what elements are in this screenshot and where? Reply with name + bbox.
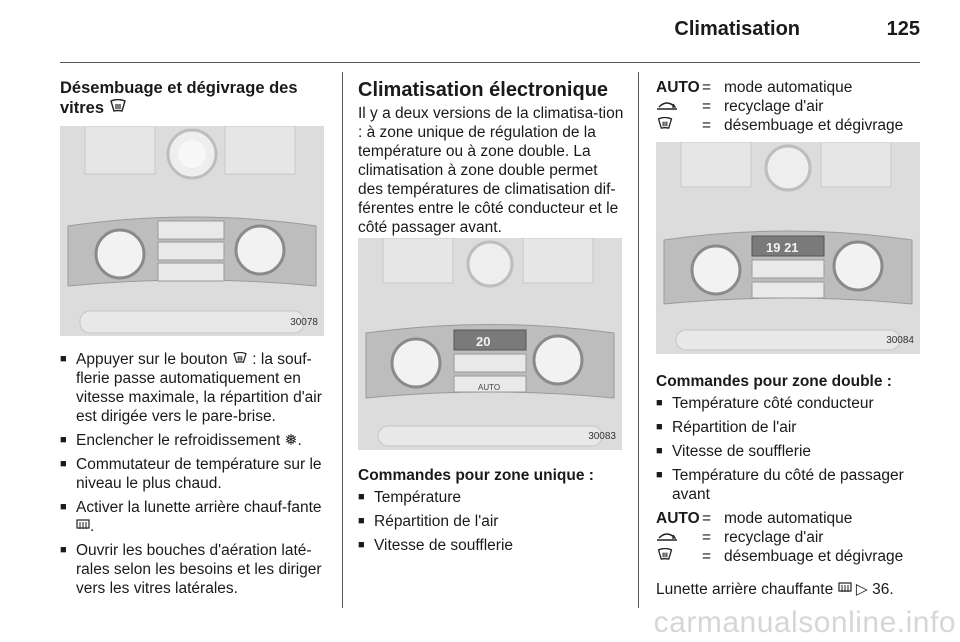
- photo-code: 30084: [886, 335, 914, 346]
- column-divider: [638, 72, 639, 608]
- page-ref-arrow-icon: ▷: [855, 581, 868, 598]
- list-item: ■ Activer la lunette arrière chauf-fante .: [60, 498, 328, 536]
- column-divider: [342, 72, 343, 608]
- dual-zone-panel-photo: [656, 142, 920, 354]
- single-zone-controls: [358, 466, 624, 560]
- list-item: ■ Enclencher le refroidissement ❅.: [60, 431, 328, 450]
- button-legend-top: [656, 78, 903, 135]
- legend-row: = désembuage et dégivrage: [656, 547, 903, 566]
- column-electronic: [358, 78, 624, 554]
- list-item: ■ Répartition de l'air: [358, 512, 624, 531]
- section-heading: Climatisation électronique: [358, 79, 609, 101]
- air-recirculation-icon: [656, 530, 678, 542]
- subheading: Commandes pour zone double :: [656, 373, 892, 390]
- section-heading: Désembuage et dégivrage des vitres: [60, 79, 298, 117]
- windscreen-defrost-icon: [232, 352, 248, 364]
- button-legend-bottom: [656, 509, 903, 566]
- list-item: ■ Température: [358, 488, 624, 507]
- legend-row: = désembuage et dégivrage: [656, 116, 903, 135]
- list-item: ■ Température côté conducteur: [656, 394, 922, 413]
- list-item: ■ Appuyer sur le bouton : la souf-flerie passe automatiquement en vitesse maximale, la répartition d'air est dirigée vers le pare-brise.: [60, 350, 328, 426]
- legend-row: = recyclage d'air: [656, 528, 903, 547]
- snowflake-icon: ❅: [284, 432, 298, 449]
- single-zone-list: [358, 488, 624, 555]
- page-number: 125: [886, 18, 920, 40]
- photo-code: 30078: [290, 317, 318, 328]
- list-item: ■ Vitesse de soufflerie: [358, 536, 624, 555]
- windscreen-defrost-icon: [109, 99, 127, 113]
- column-defrost: [60, 78, 326, 597]
- subheading: Commandes pour zone unique :: [358, 467, 594, 484]
- list-item: ■ Répartition de l'air: [656, 418, 922, 437]
- windscreen-defrost-icon: [656, 117, 674, 130]
- legend-row: AUTO = mode automatique: [656, 510, 853, 527]
- defrost-steps: [60, 350, 328, 603]
- intro-paragraph: Il y a deux versions de la climatisa-tion : à zone unique de régulation de la température ou à zone double. La climatisation à zone double permet des températures de climatisation dif-férentes entre le côté conducteur et le côté passager avant.: [358, 105, 624, 236]
- defrost-panel-photo: [60, 126, 324, 336]
- legend-row: AUTO = mode automatique: [656, 79, 853, 96]
- windscreen-defrost-icon: [656, 548, 674, 561]
- air-recirculation-icon: [656, 99, 678, 111]
- single-zone-panel-photo: [358, 238, 622, 450]
- rear-window-heating-icon: [76, 519, 90, 531]
- auto-button-label: AUTO: [478, 383, 501, 392]
- temperature-display: 19 21: [766, 240, 799, 255]
- dual-zone-list: [656, 394, 922, 504]
- list-item: ■ Température du côté de passager avant: [656, 466, 922, 504]
- temperature-display: 20: [476, 334, 491, 349]
- chapter-title: Climatisation: [674, 18, 800, 40]
- rear-heating-reference: Lunette arrière chauffante ▷ 36.: [656, 581, 894, 598]
- photo-code: 30083: [588, 431, 616, 442]
- list-item: ■ Vitesse de soufflerie: [656, 442, 922, 461]
- rear-window-heating-icon: [838, 582, 852, 594]
- list-item: ■ Commutateur de température sur le niveau le plus chaud.: [60, 455, 328, 493]
- page-header: [60, 0, 920, 63]
- column-dual-zone: [656, 78, 922, 598]
- legend-row: = recyclage d'air: [656, 97, 903, 116]
- dual-zone-controls: [656, 372, 922, 599]
- watermark: carmanualsonline.info: [653, 606, 956, 639]
- list-item: ■ Ouvrir les bouches d'aération laté-rales selon les besoins et les diriger vers les vitres latérales.: [60, 541, 328, 598]
